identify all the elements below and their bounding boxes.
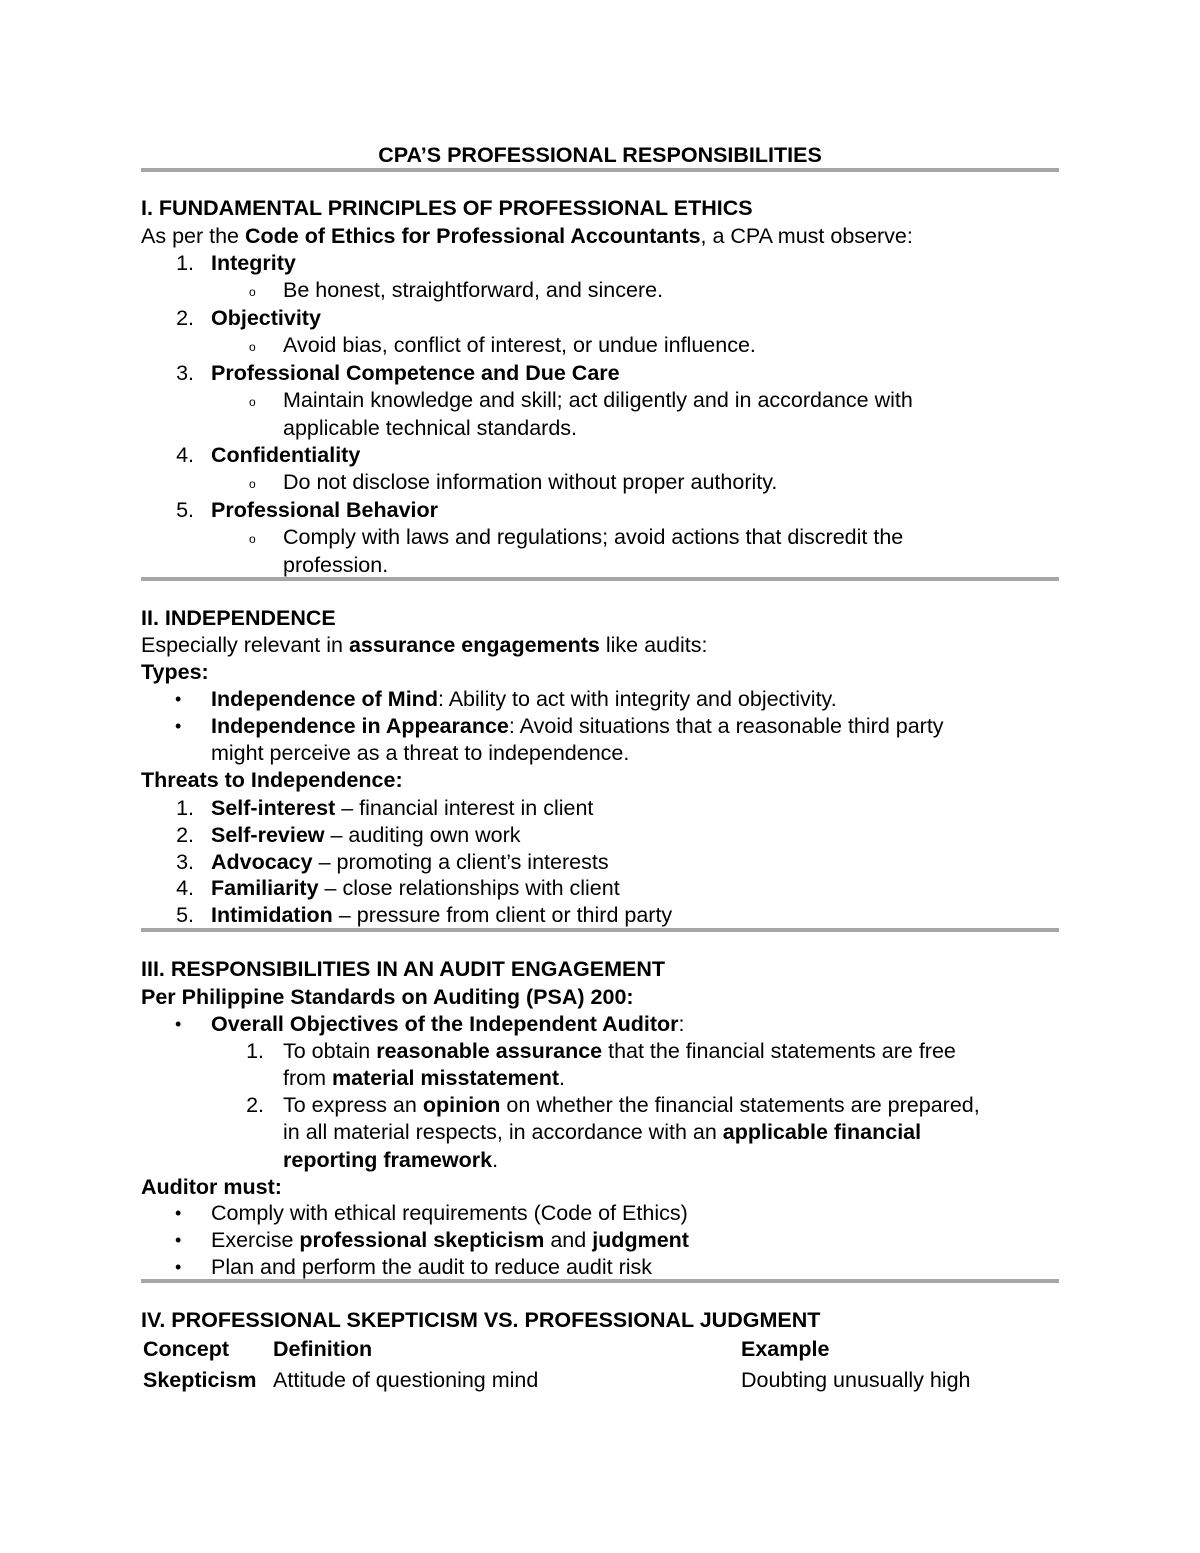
principle-name: Objectivity: [211, 306, 321, 330]
bullet-icon: •: [175, 1014, 182, 1034]
circle-bullet-icon: o: [249, 285, 256, 299]
threat-desc: – close relationships with client: [318, 876, 620, 900]
text-run: that the financial statements are free: [602, 1039, 956, 1063]
divider: [141, 1279, 1059, 1283]
type-item: [211, 713, 944, 740]
type-desc: : Avoid situations that a reasonable third party: [508, 714, 944, 738]
text-run: To obtain: [283, 1039, 377, 1063]
threat-name: Familiarity: [211, 876, 319, 900]
objectives-colon: :: [678, 1012, 685, 1036]
type-desc: might perceive as a threat to independence.: [211, 741, 630, 765]
circle-bullet-icon: o: [249, 477, 256, 491]
bold-run: reasonable assurance: [376, 1039, 603, 1063]
threat-item: [211, 902, 672, 929]
objectives-label: [211, 1011, 684, 1038]
objectives-bold: Overall Objectives of the Independent Auditor: [211, 1012, 679, 1036]
list-number: 1.: [246, 1039, 264, 1063]
principle-desc: Avoid bias, conflict of interest, or undue influence.: [283, 333, 756, 357]
bold-run: judgment: [592, 1228, 689, 1252]
objective-text: [283, 1038, 956, 1065]
bold-run: reporting framework: [283, 1148, 493, 1172]
principle-name: Professional Competence and Due Care: [211, 361, 620, 385]
text-run: .: [492, 1148, 499, 1172]
threat-item: [211, 875, 620, 902]
objective-text: [283, 1119, 921, 1146]
threat-name: Advocacy: [211, 850, 313, 874]
section-3-heading: III. RESPONSIBILITIES IN AN AUDIT ENGAGEMENT: [141, 957, 665, 981]
list-number: 2.: [176, 306, 194, 330]
intro-text: As per the: [141, 224, 245, 248]
objective-text: [283, 1065, 565, 1092]
table-cell: Skepticism: [143, 1368, 257, 1392]
section-3-subheading: Per Philippine Standards on Auditing (PSA) 200:: [141, 985, 634, 1009]
list-number: 1.: [176, 251, 194, 275]
principle-name: Professional Behavior: [211, 498, 439, 522]
bullet-icon: •: [175, 1257, 182, 1277]
threat-item: [211, 822, 521, 849]
divider: [141, 928, 1059, 932]
bullet-icon: •: [175, 716, 182, 736]
list-number: 4.: [176, 443, 194, 467]
intro-text: Especially relevant in: [141, 633, 349, 657]
must-item: [211, 1227, 689, 1254]
principle-desc: Do not disclose information without proper authority.: [283, 470, 778, 494]
circle-bullet-icon: o: [249, 395, 256, 409]
principle-desc: applicable technical standards.: [283, 416, 578, 440]
text-run: from: [283, 1066, 332, 1090]
text-run: .: [559, 1066, 566, 1090]
type-name: Independence of Mind: [211, 687, 438, 711]
circle-bullet-icon: o: [249, 532, 256, 546]
threat-desc: – promoting a client’s interests: [312, 850, 609, 874]
principle-name: Integrity: [211, 251, 296, 275]
section-4-heading: IV. PROFESSIONAL SKEPTICISM VS. PROFESSIONAL JUDGMENT: [141, 1308, 821, 1332]
list-number: 3.: [176, 361, 194, 385]
divider: [141, 168, 1059, 172]
principle-desc: profession.: [283, 553, 389, 577]
bullet-icon: •: [175, 1230, 182, 1250]
text-run: To express an: [283, 1093, 423, 1117]
principle-desc: Comply with laws and regulations; avoid actions that discredit the: [283, 525, 904, 549]
intro-bold: Code of Ethics for Professional Accountants: [244, 224, 701, 248]
section-2-intro: [141, 632, 707, 659]
types-label: Types:: [141, 660, 209, 684]
type-name: Independence in Appearance: [211, 714, 509, 738]
bullet-icon: •: [175, 689, 182, 709]
bold-run: opinion: [422, 1093, 501, 1117]
text-run: on whether the financial statements are prepared,: [500, 1093, 980, 1117]
threat-name: Self-review: [211, 823, 325, 847]
threat-desc: – auditing own work: [324, 823, 521, 847]
threats-label: Threats to Independence:: [141, 768, 403, 792]
threat-name: Intimidation: [211, 903, 333, 927]
bold-run: applicable financial: [722, 1120, 922, 1144]
table-header: Example: [741, 1337, 830, 1361]
bold-run: professional skepticism: [299, 1228, 545, 1252]
objective-text: [283, 1147, 498, 1174]
table-cell: Doubting unusually high: [741, 1368, 971, 1392]
text-run: Exercise: [211, 1228, 300, 1252]
table-header: Definition: [273, 1337, 373, 1361]
threat-desc: – financial interest in client: [335, 796, 594, 820]
list-number: 5.: [176, 903, 194, 927]
bold-run: material misstatement: [331, 1066, 560, 1090]
divider: [141, 577, 1059, 581]
section-1-heading: I. FUNDAMENTAL PRINCIPLES OF PROFESSIONAL ETHICS: [141, 196, 753, 220]
threat-desc: – pressure from client or third party: [332, 903, 673, 927]
table-header: Concept: [143, 1337, 229, 1361]
principle-desc: Maintain knowledge and skill; act diligently and in accordance with: [283, 388, 913, 412]
type-desc: : Ability to act with integrity and objectivity.: [437, 687, 837, 711]
bullet-icon: •: [175, 1203, 182, 1223]
threat-item: [211, 795, 593, 822]
page-title: CPA’S PROFESSIONAL RESPONSIBILITIES: [378, 143, 822, 167]
threat-item: [211, 849, 609, 876]
objective-text: [283, 1092, 980, 1119]
list-number: 2.: [246, 1093, 264, 1117]
must-item: Plan and perform the audit to reduce audit risk: [211, 1255, 653, 1279]
list-number: 5.: [176, 498, 194, 522]
intro-text: , a CPA must observe:: [700, 224, 913, 248]
principle-desc: Be honest, straightforward, and sincere.: [283, 278, 664, 302]
table-cell: Attitude of questioning mind: [273, 1368, 539, 1392]
threat-name: Self-interest: [211, 796, 336, 820]
text-run: and: [544, 1228, 593, 1252]
list-number: 2.: [176, 823, 194, 847]
section-1-intro: [141, 223, 913, 250]
list-number: 4.: [176, 876, 194, 900]
principle-name: Confidentiality: [211, 443, 361, 467]
must-label: Auditor must:: [141, 1175, 282, 1199]
intro-bold: assurance engagements: [348, 633, 600, 657]
list-number: 3.: [176, 850, 194, 874]
circle-bullet-icon: o: [249, 340, 256, 354]
type-item: [211, 686, 837, 713]
must-item: Comply with ethical requirements (Code of Ethics): [211, 1201, 688, 1225]
list-number: 1.: [176, 796, 194, 820]
intro-text: like audits:: [599, 633, 708, 657]
section-2-heading: II. INDEPENDENCE: [141, 606, 336, 630]
text-run: in all material respects, in accordance with an: [283, 1120, 723, 1144]
